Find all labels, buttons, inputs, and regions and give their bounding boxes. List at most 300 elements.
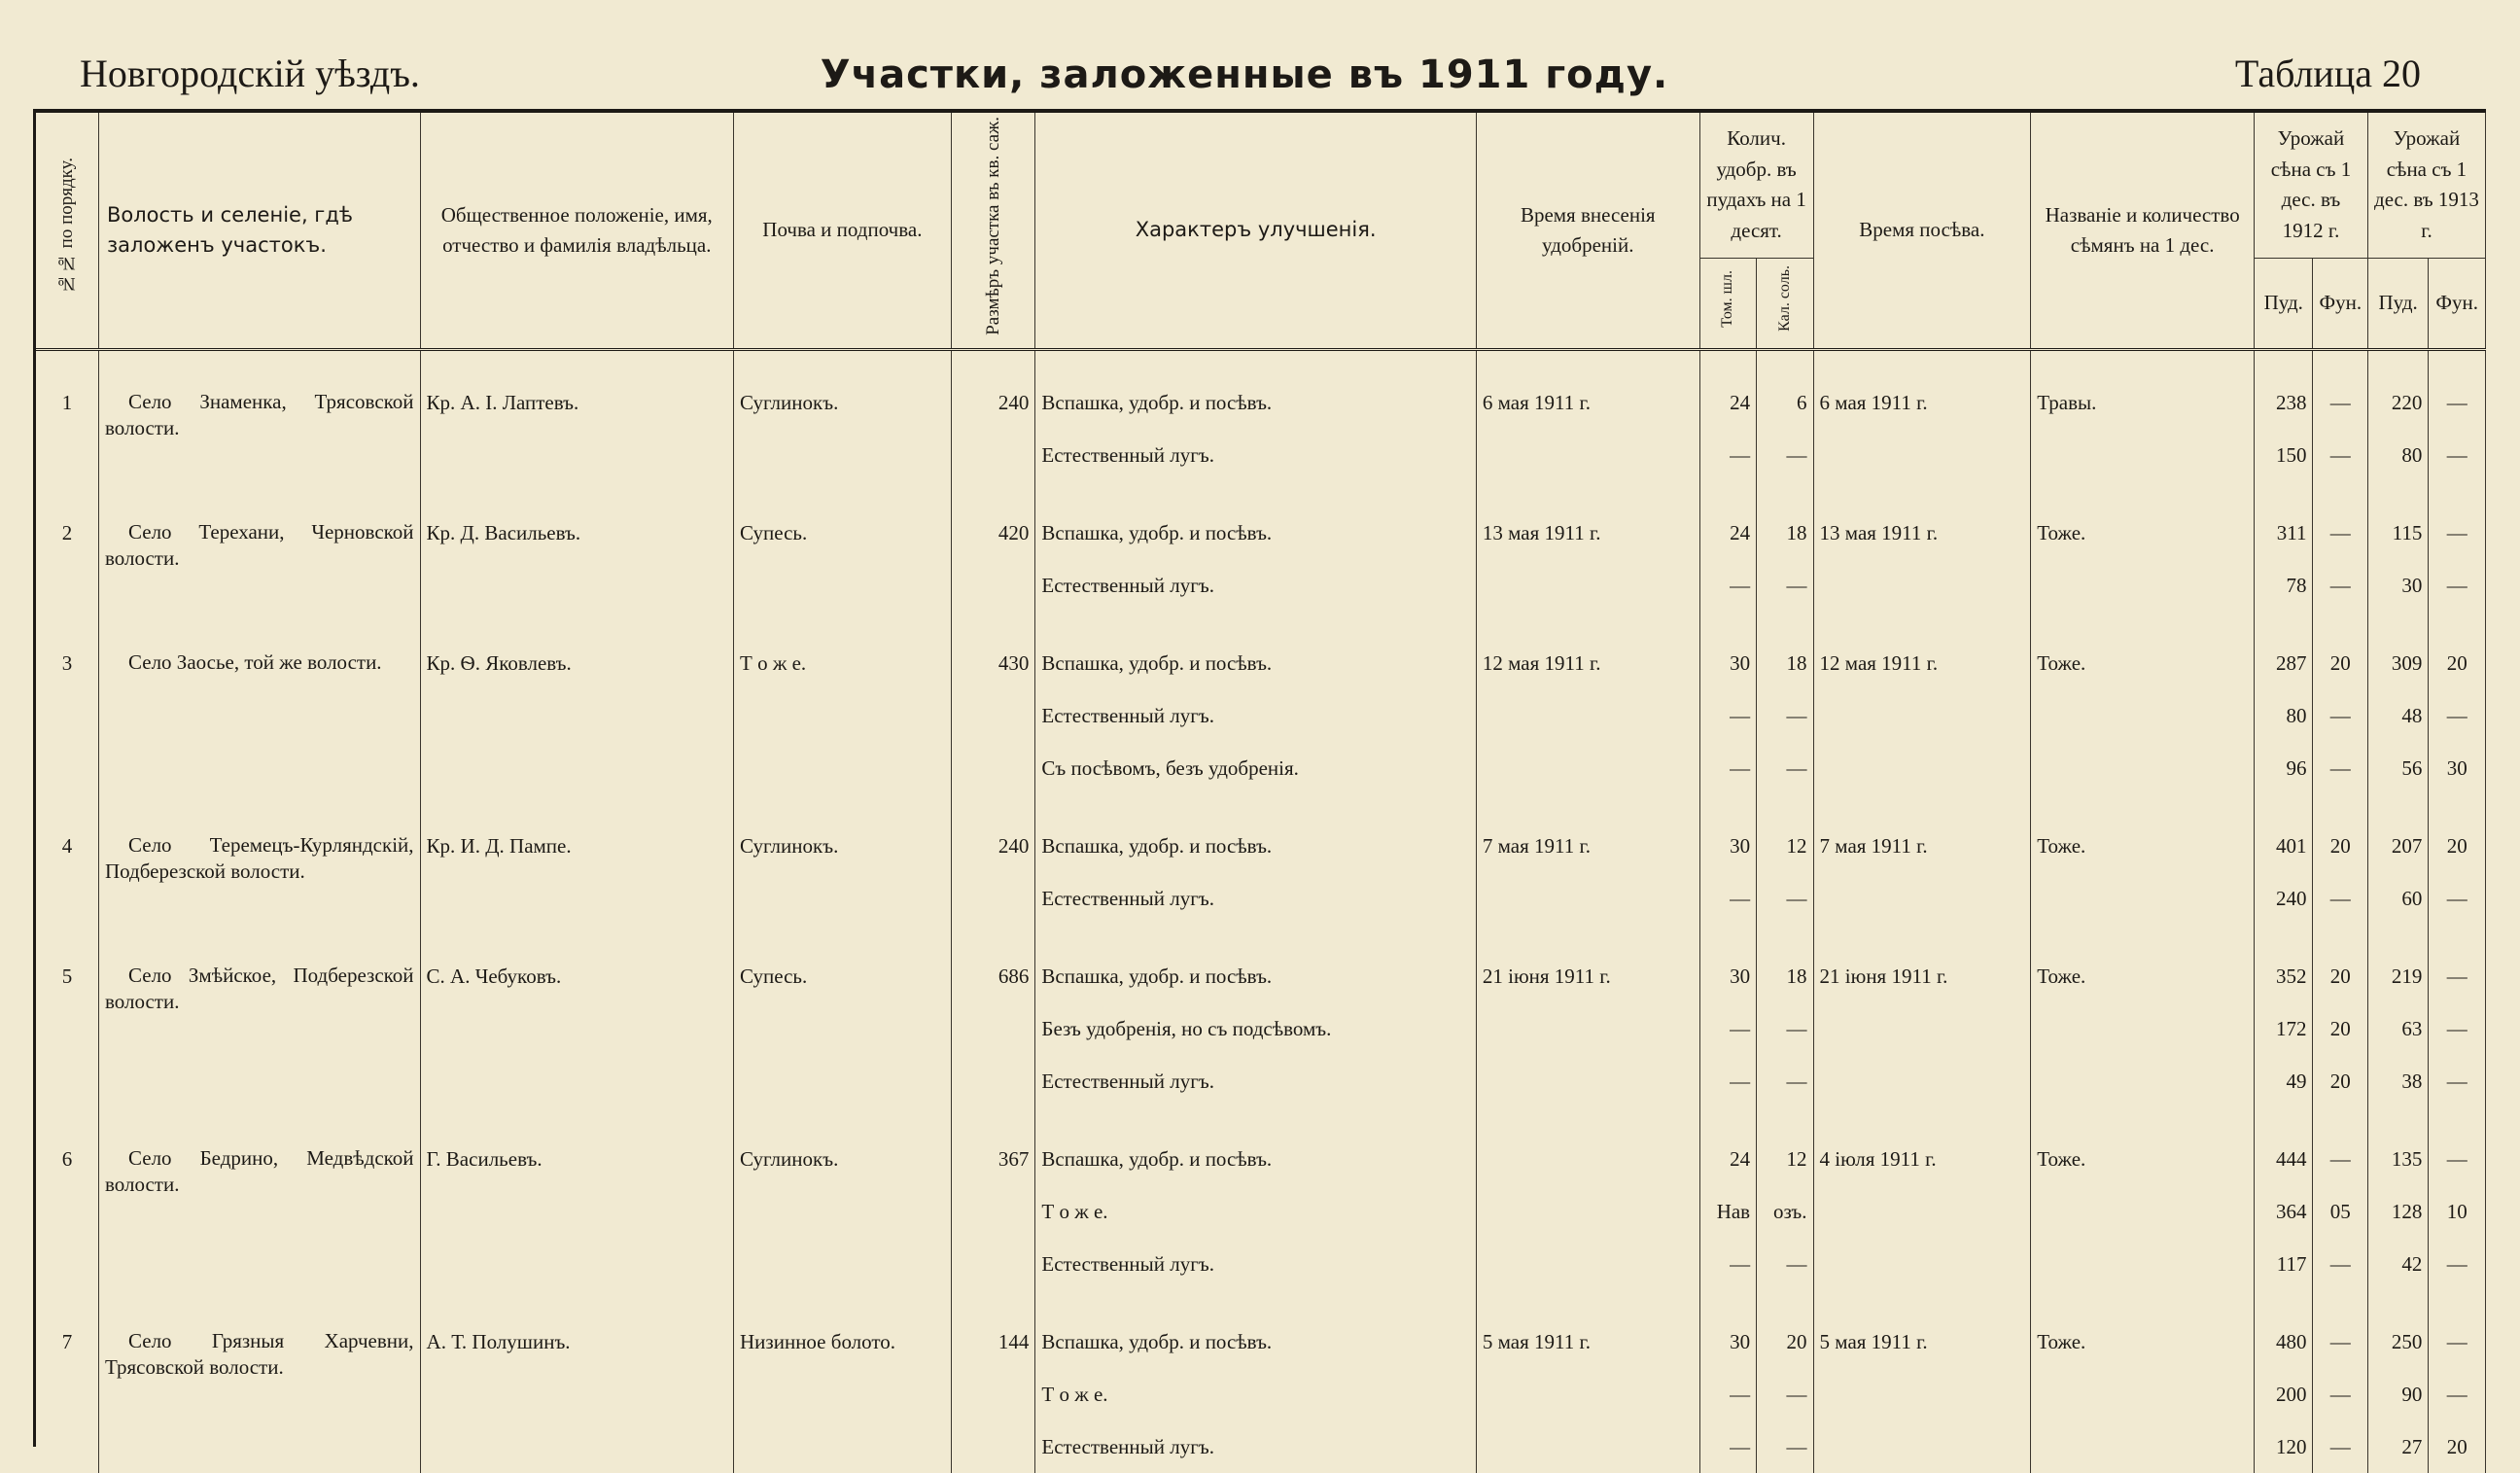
plot-number: 5 <box>61 964 73 989</box>
col-seeds-header: Названіе и количество сѣмянъ на 1 дес. <box>2031 113 2255 350</box>
plot-owner-cell <box>420 794 733 925</box>
sowing-date-cell <box>1813 1290 2031 1473</box>
plot-size-cell <box>951 481 1035 612</box>
plot-owner: Г. Васильевъ. <box>426 1147 542 1172</box>
fert-tom: — <box>1730 756 1751 781</box>
fert-tom-cell <box>1699 1107 1756 1290</box>
fert-tom-cell <box>1699 1290 1756 1473</box>
fert-tom: — <box>1730 1017 1751 1041</box>
plot-place-cell <box>98 481 420 612</box>
fert-kal: — <box>1786 443 1807 468</box>
plot-soil-cell <box>734 1290 952 1473</box>
yield-1912-fun-cell <box>2313 1107 2367 1290</box>
plot-soil-cell <box>734 925 952 1107</box>
plot-owner: С. А. Чебуковъ. <box>426 964 562 989</box>
yield-1912-fun: — <box>2329 704 2351 728</box>
fert-kal: — <box>1786 887 1807 911</box>
yield-1912-fun-cell <box>2313 925 2367 1107</box>
yield-1912-fun: — <box>2329 391 2351 415</box>
table-row <box>36 925 2486 1107</box>
fert-tom: 30 <box>1730 651 1751 676</box>
fertilizer-date: 21 іюня 1911 г. <box>1482 964 1611 989</box>
fert-tom: — <box>1730 443 1751 468</box>
fertilizer-date <box>1483 1133 1694 1185</box>
yield-1913-fun: — <box>2446 443 2468 468</box>
improvement-text-cell <box>1035 350 1477 482</box>
fert-tom: — <box>1730 887 1751 911</box>
fert-tom-cell <box>1699 794 1756 925</box>
fertilizer-date-cell <box>1476 350 1699 482</box>
yield-1912-pud: 150 <box>2275 443 2307 468</box>
yield-1912-fun-cell <box>2313 481 2367 612</box>
yield-1912-pud: 172 <box>2275 1017 2307 1041</box>
yield-1913-fun-cell <box>2429 794 2486 925</box>
yield-1913-pud: 309 <box>2391 651 2423 676</box>
yield-1913-fun: 30 <box>2446 756 2468 781</box>
sowing-date: 12 мая 1911 г. <box>1819 651 1939 676</box>
yield-1913-pud: 207 <box>2391 834 2423 859</box>
yield-1913-fun: 10 <box>2446 1200 2468 1224</box>
improvement-text: Естественный лугъ. <box>1041 887 1214 911</box>
plot-size-cell <box>951 794 1035 925</box>
plot-place-cell <box>98 1107 420 1290</box>
yield-1912-pud-cell <box>2255 1107 2313 1290</box>
plot-soil-cell <box>734 612 952 794</box>
fertilizer-date: 5 мая 1911 г. <box>1482 1330 1591 1354</box>
yield-1912-pud: 120 <box>2275 1435 2307 1459</box>
yield-1912-fun: — <box>2329 1383 2351 1407</box>
yield-1912-pud: 240 <box>2275 887 2307 911</box>
col-yield-1912-header: Урожай сѣна съ 1 дес. въ 1912 г. <box>2255 113 2368 258</box>
plot-size: 240 <box>998 834 1030 859</box>
plot-soil: Супесь. <box>740 521 808 545</box>
improvement-text: Вспашка, удобр. и посѣвъ. <box>1041 521 1273 545</box>
yield-1912-fun: 05 <box>2329 1200 2351 1224</box>
plot-size-cell <box>951 350 1035 482</box>
improvement-text: Естественный лугъ. <box>1041 1252 1214 1277</box>
yield-1912-fun: — <box>2329 1435 2351 1459</box>
sowing-date-cell <box>1813 350 2031 482</box>
col-fun-1913-header: Фун. <box>2429 258 2486 350</box>
yield-1913-fun: — <box>2446 521 2468 545</box>
fert-kal: 18 <box>1786 521 1807 545</box>
yield-1912-pud-cell <box>2255 794 2313 925</box>
plot-owner: А. Т. Полушинъ. <box>426 1330 571 1354</box>
improvement-text: Безъ удобренія, но съ подсѣвомъ. <box>1041 1017 1332 1041</box>
sowing-date: 13 мая 1911 г. <box>1819 521 1939 545</box>
plot-number: 3 <box>61 651 73 676</box>
improvement-text: Вспашка, удобр. и посѣвъ. <box>1041 1147 1273 1172</box>
yield-1912-pud: 200 <box>2275 1383 2307 1407</box>
improvement-text: Съ посѣвомъ, безъ удобренія. <box>1041 756 1299 781</box>
seeds-name: Тоже. <box>2037 651 2086 676</box>
table-title: Участки, заложенные въ 1911 году. <box>820 53 1669 97</box>
improvement-text: Т о ж е. <box>1041 1383 1108 1407</box>
plot-place: Село Заосье, той же волости. <box>127 650 382 675</box>
yield-1913-pud: 56 <box>2401 756 2423 781</box>
yield-1913-pud: 128 <box>2391 1200 2423 1224</box>
fertilizer-date: 13 мая 1911 г. <box>1482 521 1601 545</box>
yield-1912-fun-cell <box>2313 794 2367 925</box>
fertilizer-date-cell <box>1476 1290 1699 1473</box>
plot-place-cell <box>98 350 420 482</box>
plot-number-cell <box>36 794 98 925</box>
fert-tom: — <box>1730 574 1751 598</box>
fert-kal-cell <box>1757 1107 1813 1290</box>
yield-1913-pud-cell <box>2367 1290 2428 1473</box>
yield-1913-pud-cell <box>2367 794 2428 925</box>
sowing-date: 7 мая 1911 г. <box>1819 834 1928 859</box>
plot-place: Село Змѣйское, Подберезской волости. <box>104 964 414 1014</box>
fert-tom: 30 <box>1730 1330 1751 1354</box>
col-fert-time-header: Время внесенія удобреній. <box>1476 113 1699 350</box>
plot-size: 367 <box>998 1147 1030 1172</box>
yield-1912-fun: — <box>2329 574 2351 598</box>
sowing-date-cell <box>1813 612 2031 794</box>
fert-kal: 18 <box>1786 964 1807 989</box>
fert-tom: 24 <box>1730 1147 1751 1172</box>
table-number: Таблица 20 <box>2234 52 2421 95</box>
plot-size: 144 <box>998 1330 1030 1354</box>
plot-owner-cell <box>420 925 733 1107</box>
improvement-text: Т о ж е. <box>1041 1200 1108 1224</box>
plot-soil: Суглинокъ. <box>740 1147 839 1172</box>
fert-tom-cell <box>1699 925 1756 1107</box>
improvement-text: Вспашка, удобр. и посѣвъ. <box>1041 651 1273 676</box>
seeds-name-cell <box>2031 612 2255 794</box>
table-row <box>36 1107 2486 1290</box>
yield-1913-fun: 20 <box>2446 651 2468 676</box>
yield-1913-fun: — <box>2446 1330 2468 1354</box>
plot-size-cell <box>951 1290 1035 1473</box>
fert-tom: 30 <box>1730 964 1751 989</box>
yield-1912-fun: — <box>2329 756 2351 781</box>
fert-kal: — <box>1786 1383 1807 1407</box>
fert-kal: 18 <box>1786 651 1807 676</box>
plot-place: Село Грязныя Харчевни, Трясовской волости. <box>104 1329 414 1380</box>
yield-1912-pud: 287 <box>2275 651 2307 676</box>
col-sow-time-header: Время посѣва. <box>1813 113 2031 350</box>
yield-1913-fun: 20 <box>2446 834 2468 859</box>
yield-1913-pud: 63 <box>2401 1017 2423 1041</box>
yield-1913-pud-cell <box>2367 350 2428 482</box>
plot-size: 686 <box>998 964 1030 989</box>
fert-kal: — <box>1786 1252 1807 1277</box>
plot-soil-cell <box>734 1107 952 1290</box>
plot-number-cell <box>36 612 98 794</box>
yield-1913-fun-cell <box>2429 481 2486 612</box>
yield-1913-pud: 115 <box>2392 521 2423 545</box>
yield-1913-pud: 80 <box>2401 443 2423 468</box>
yield-1913-fun: — <box>2446 1383 2468 1407</box>
col-size-header: Размѣръ участка въ кв. саж. <box>951 113 1035 350</box>
yield-1913-fun: — <box>2446 704 2468 728</box>
fert-tom: — <box>1730 1383 1751 1407</box>
col-fun-1912-header: Фун. <box>2313 258 2367 350</box>
yield-1912-fun: 20 <box>2329 1070 2351 1094</box>
yield-1913-pud: 38 <box>2401 1070 2423 1094</box>
yield-1913-fun: — <box>2446 391 2468 415</box>
yield-1913-pud-cell <box>2367 925 2428 1107</box>
yield-1913-pud: 250 <box>2391 1330 2423 1354</box>
yield-1913-fun-cell <box>2429 925 2486 1107</box>
district-title: Новгородскій уѣздъ. <box>80 52 420 95</box>
col-pud-1913-header: Пуд. <box>2367 258 2428 350</box>
yield-1913-fun-cell <box>2429 350 2486 482</box>
seeds-name: Тоже. <box>2037 834 2086 859</box>
fertilizer-date-cell <box>1476 1107 1699 1290</box>
fert-kal: 12 <box>1786 834 1807 859</box>
plot-number-cell <box>36 925 98 1107</box>
fert-kal: — <box>1786 574 1807 598</box>
fertilizer-date-cell <box>1476 481 1699 612</box>
fert-kal: 12 <box>1786 1147 1807 1172</box>
yield-1912-pud-cell <box>2255 925 2313 1107</box>
col-yield-1913-header: Урожай сѣна съ 1 дес. въ 1913 г. <box>2367 113 2485 258</box>
yield-1913-pud-cell <box>2367 481 2428 612</box>
plot-number: 1 <box>61 391 73 415</box>
col-soil-header: Почва и подпочва. <box>734 113 952 350</box>
plot-place-cell <box>98 925 420 1107</box>
table-row <box>36 350 2486 482</box>
yield-1913-fun: — <box>2446 1070 2468 1094</box>
improvement-text-cell <box>1035 925 1477 1107</box>
plot-owner: Кр. Д. Васильевъ. <box>426 521 581 545</box>
plot-size-cell <box>951 612 1035 794</box>
fert-kal-cell <box>1757 794 1813 925</box>
yield-1913-pud: 48 <box>2401 704 2423 728</box>
yield-1913-pud-cell <box>2367 612 2428 794</box>
seeds-name-cell <box>2031 794 2255 925</box>
page-header <box>68 47 2421 105</box>
table-row <box>36 1290 2486 1473</box>
seeds-name: Тоже. <box>2037 1330 2086 1354</box>
fert-kal-cell <box>1757 925 1813 1107</box>
plot-soil-cell <box>734 350 952 482</box>
fert-kal-cell <box>1757 481 1813 612</box>
fert-tom-cell <box>1699 481 1756 612</box>
fert-kal-cell <box>1757 350 1813 482</box>
col-place-header: Волость и селеніе, гдѣ заложенъ участокъ. <box>98 113 420 350</box>
fert-kal: — <box>1786 1017 1807 1041</box>
improvement-text-cell <box>1035 1107 1477 1290</box>
sowing-date-cell <box>1813 1107 2031 1290</box>
sowing-date: 4 іюля 1911 г. <box>1819 1147 1937 1172</box>
yield-1912-fun: — <box>2329 443 2351 468</box>
fert-tom: — <box>1730 1070 1751 1094</box>
yield-1913-pud-cell <box>2367 1107 2428 1290</box>
fert-kal: — <box>1786 756 1807 781</box>
col-tom-header: Том. шл. <box>1699 258 1756 350</box>
fert-kal: — <box>1786 1070 1807 1094</box>
fert-tom: — <box>1730 704 1751 728</box>
yield-1912-pud: 96 <box>2286 756 2307 781</box>
yield-1912-pud: 117 <box>2276 1252 2307 1277</box>
sowing-date-cell <box>1813 925 2031 1107</box>
improvement-text-cell <box>1035 1290 1477 1473</box>
yield-1912-fun: 20 <box>2329 964 2351 989</box>
yield-1912-pud: 49 <box>2286 1070 2307 1094</box>
fert-tom: — <box>1730 1252 1751 1277</box>
fert-kal: озъ. <box>1773 1200 1807 1224</box>
plot-place: Село Знаменка, Трясовской волости. <box>104 390 414 440</box>
plot-owner: Кр. А. І. Лаптевъ. <box>426 391 579 415</box>
yield-1912-pud: 80 <box>2286 704 2307 728</box>
plot-place-cell <box>98 1290 420 1473</box>
plot-place: Село Теремецъ-Курляндскій, Подберезской волости. <box>104 833 414 884</box>
yield-1913-pud: 30 <box>2401 574 2423 598</box>
fert-kal: 20 <box>1786 1330 1807 1354</box>
yield-1912-pud-cell <box>2255 481 2313 612</box>
plot-soil: Т о ж е. <box>740 651 807 676</box>
yield-1912-fun: 20 <box>2329 651 2351 676</box>
plot-number: 7 <box>61 1330 73 1354</box>
yield-1912-pud: 78 <box>2286 574 2307 598</box>
yield-1913-fun: — <box>2446 964 2468 989</box>
plot-owner-cell <box>420 612 733 794</box>
yield-1913-pud: 135 <box>2391 1147 2423 1172</box>
plot-size-cell <box>951 1107 1035 1290</box>
plot-place: Село Бедрино, Медвѣдской волости. <box>104 1146 414 1197</box>
sowing-date: 5 мая 1911 г. <box>1819 1330 1928 1354</box>
yield-1912-fun: — <box>2329 1252 2351 1277</box>
plot-place: Село Терехани, Черновской волости. <box>104 520 414 571</box>
plot-owner-cell <box>420 1107 733 1290</box>
seeds-name: Травы. <box>2037 391 2097 415</box>
yield-1912-pud: 352 <box>2275 964 2307 989</box>
seeds-name: Тоже. <box>2037 964 2086 989</box>
plot-number-cell <box>36 350 98 482</box>
fertilizer-date: 7 мая 1911 г. <box>1482 834 1591 859</box>
improvement-text: Естественный лугъ. <box>1041 574 1214 598</box>
yield-1913-fun-cell <box>2429 612 2486 794</box>
seeds-name-cell <box>2031 481 2255 612</box>
plot-number: 4 <box>61 834 73 859</box>
fert-kal: 6 <box>1797 391 1807 415</box>
plot-soil: Низинное болото. <box>740 1330 896 1354</box>
improvement-text: Вспашка, удобр. и посѣвъ. <box>1041 1330 1273 1354</box>
yield-1912-fun: 20 <box>2329 834 2351 859</box>
fert-kal-cell <box>1757 612 1813 794</box>
seeds-name-cell <box>2031 1290 2255 1473</box>
seeds-name: Тоже. <box>2037 1147 2086 1172</box>
improvement-text-cell <box>1035 612 1477 794</box>
plots-table-body <box>36 350 2486 1473</box>
yield-1912-pud: 480 <box>2275 1330 2307 1354</box>
fertilizer-date-cell <box>1476 794 1699 925</box>
yield-1912-fun: 20 <box>2329 1017 2351 1041</box>
yield-1912-pud: 444 <box>2275 1147 2307 1172</box>
sowing-date: 21 іюня 1911 г. <box>1819 964 1948 989</box>
improvement-text: Естественный лугъ. <box>1041 1070 1214 1094</box>
improvement-text-cell <box>1035 481 1477 612</box>
yield-1913-pud: 60 <box>2401 887 2423 911</box>
plot-owner: Кр. Ѳ. Яковлевъ. <box>426 651 572 676</box>
yield-1912-pud: 238 <box>2275 391 2307 415</box>
improvement-text: Естественный лугъ. <box>1041 1435 1214 1459</box>
plot-number-cell <box>36 1107 98 1290</box>
plots-table <box>36 113 2486 1473</box>
plot-place-cell <box>98 612 420 794</box>
table-row <box>36 481 2486 612</box>
fert-tom: 24 <box>1730 521 1751 545</box>
yield-1912-pud-cell <box>2255 1290 2313 1473</box>
yield-1912-pud: 401 <box>2275 834 2307 859</box>
fert-tom: — <box>1730 1435 1751 1459</box>
plot-number-cell <box>36 481 98 612</box>
improvement-text-cell <box>1035 794 1477 925</box>
yield-1913-fun: 20 <box>2446 1435 2468 1459</box>
plot-soil-cell <box>734 794 952 925</box>
fert-tom-cell <box>1699 350 1756 482</box>
seeds-name-cell <box>2031 350 2255 482</box>
yield-1912-fun-cell <box>2313 1290 2367 1473</box>
yield-1912-fun-cell <box>2313 612 2367 794</box>
plot-owner-cell <box>420 481 733 612</box>
yield-1912-fun: — <box>2329 521 2351 545</box>
fert-kal: — <box>1786 1435 1807 1459</box>
fert-kal-cell <box>1757 1290 1813 1473</box>
yield-1913-pud: 90 <box>2401 1383 2423 1407</box>
table-row <box>36 612 2486 794</box>
fert-tom: Нав <box>1716 1200 1751 1224</box>
yield-1913-fun: — <box>2446 574 2468 598</box>
yield-1912-fun: — <box>2329 1330 2351 1354</box>
plot-number: 2 <box>61 521 73 545</box>
plot-soil: Суглинокъ. <box>740 834 839 859</box>
improvement-text: Вспашка, удобр. и посѣвъ. <box>1041 391 1273 415</box>
yield-1913-fun: — <box>2446 1147 2468 1172</box>
fert-tom-cell <box>1699 612 1756 794</box>
col-improvement-header: Характеръ улучшенія. <box>1035 113 1477 350</box>
fertilizer-date-cell <box>1476 612 1699 794</box>
yield-1913-pud: 42 <box>2401 1252 2423 1277</box>
plot-number: 6 <box>61 1147 73 1172</box>
improvement-text: Естественный лугъ. <box>1041 704 1214 728</box>
yield-1912-pud-cell <box>2255 350 2313 482</box>
sowing-date-cell <box>1813 481 2031 612</box>
plot-size: 430 <box>998 651 1030 676</box>
fertilizer-date-cell <box>1476 925 1699 1107</box>
plot-size-cell <box>951 925 1035 1107</box>
yield-1912-fun: — <box>2329 1147 2351 1172</box>
plot-size: 420 <box>998 521 1030 545</box>
plot-soil: Суглинокъ. <box>740 391 839 415</box>
plot-owner: Кр. И. Д. Пампе. <box>426 834 572 859</box>
plot-owner-cell <box>420 1290 733 1473</box>
yield-1912-fun-cell <box>2313 350 2367 482</box>
yield-1913-fun-cell <box>2429 1290 2486 1473</box>
yield-1913-fun: — <box>2446 887 2468 911</box>
plot-owner-cell <box>420 350 733 482</box>
yield-1913-fun: — <box>2446 1017 2468 1041</box>
improvement-text: Естественный лугъ. <box>1041 443 1214 468</box>
yield-1913-pud: 219 <box>2391 964 2423 989</box>
col-pud-1912-header: Пуд. <box>2255 258 2313 350</box>
col-fert-qty-header: Колич. удобр. въ пудахъ на 1 десят. <box>1699 113 1813 258</box>
plot-soil: Супесь. <box>740 964 808 989</box>
fert-tom: 24 <box>1730 391 1751 415</box>
sowing-date: 6 мая 1911 г. <box>1819 391 1928 415</box>
yield-1912-fun: — <box>2329 887 2351 911</box>
fertilizer-date: 12 мая 1911 г. <box>1482 651 1601 676</box>
plot-soil-cell <box>734 481 952 612</box>
col-owner-header: Общественное положеніе, имя, отчество и фамилія владѣльца. <box>420 113 733 350</box>
improvement-text: Вспашка, удобр. и посѣвъ. <box>1041 834 1273 859</box>
fert-kal: — <box>1786 704 1807 728</box>
seeds-name-cell <box>2031 1107 2255 1290</box>
fert-tom: 30 <box>1730 834 1751 859</box>
